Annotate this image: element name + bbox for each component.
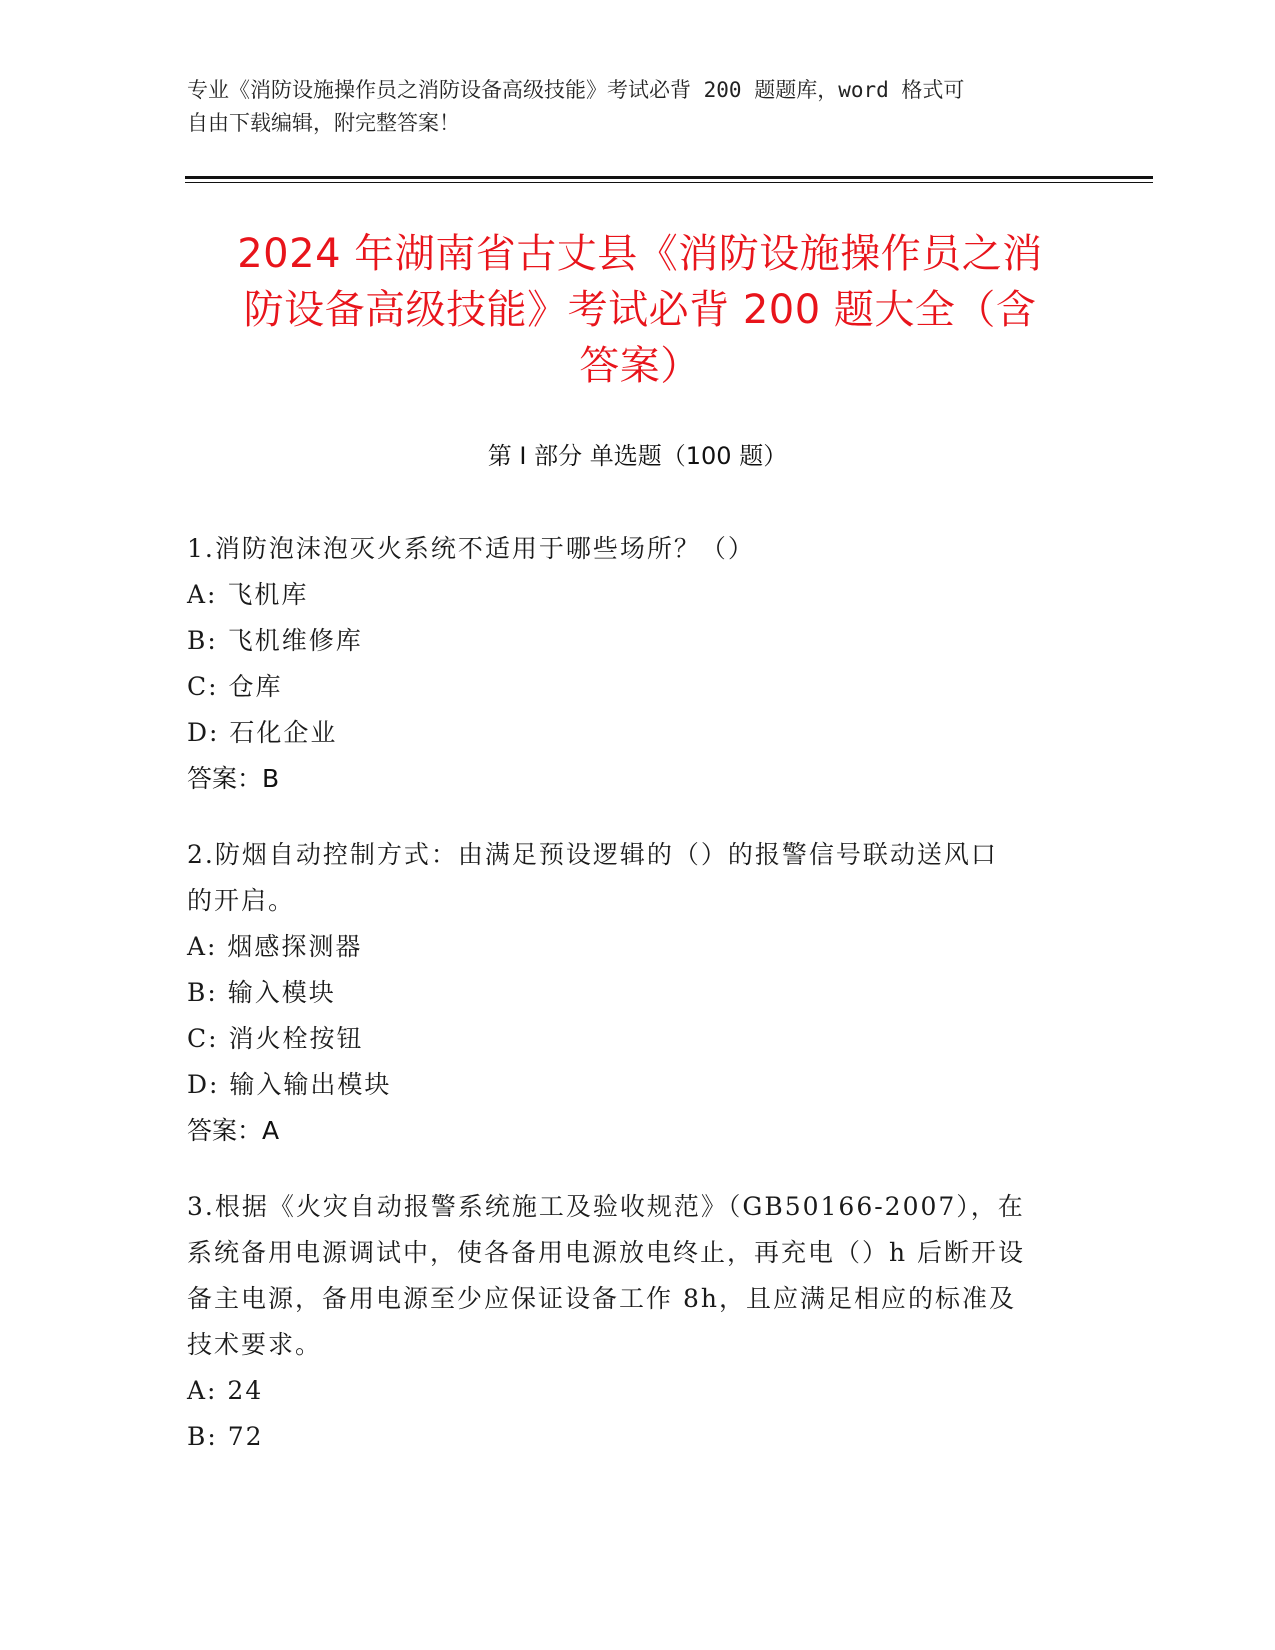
- document-header-note: [187, 74, 1067, 140]
- question-text-continued: 备主电源，备用电源至少应保证设备工作 8h，且应满足相应的标准及: [187, 1284, 1016, 1313]
- option-a: A: 24: [187, 1376, 264, 1405]
- header-divider-thick: [185, 176, 1153, 179]
- question-2: [187, 832, 1087, 1154]
- title-line-2: 防设备高级技能》考试必背 200 题大全（含: [243, 287, 1037, 333]
- option-b: B: 飞机维修库: [187, 626, 363, 655]
- option-b: B: 72: [187, 1422, 264, 1451]
- option-c: C: 消火栓按钮: [187, 1024, 364, 1053]
- header-note-line-2: 自由下载编辑，附完整答案！: [187, 111, 460, 135]
- option-b: B: 输入模块: [187, 978, 336, 1007]
- question-text: 1.消防泡沫泡灭火系统不适用于哪些场所？（）: [187, 534, 755, 563]
- question-text-continued: 系统备用电源调试中，使各备用电源放电终止，再充电（）h 后断开设: [187, 1238, 1026, 1267]
- document-title: [170, 226, 1110, 394]
- question-text-continued: 技术要求。: [187, 1330, 323, 1359]
- header-note-line-1: 专业《消防设施操作员之消防设备高级技能》考试必背 200 题题库，word 格式可: [187, 78, 965, 102]
- question-1: [187, 526, 1087, 802]
- option-a: A: 飞机库: [187, 580, 309, 609]
- option-d: D: 石化企业: [187, 718, 338, 747]
- question-text-continued: 的开启。: [187, 886, 296, 915]
- title-line-3: 答案）: [579, 343, 701, 389]
- answer: 答案：A: [187, 1116, 280, 1145]
- option-d: D: 输入输出模块: [187, 1070, 392, 1099]
- question-text: 3.根据《火灾自动报警系统施工及验收规范》（GB50166-2007），在: [187, 1192, 1025, 1221]
- title-line-1: 2024 年湖南省古丈县《消防设施操作员之消: [237, 231, 1043, 277]
- question-text: 2.防烟自动控制方式：由满足预设逻辑的（）的报警信号联动送风口: [187, 840, 998, 869]
- question-list: [187, 526, 1087, 1490]
- answer: 答案：B: [187, 764, 280, 793]
- option-a: A: 烟感探测器: [187, 932, 363, 961]
- option-c: C: 仓库: [187, 672, 283, 701]
- section-heading: 第 I 部分 单选题（100 题）: [487, 442, 788, 470]
- header-divider-thin: [185, 182, 1153, 183]
- question-3: [187, 1184, 1087, 1460]
